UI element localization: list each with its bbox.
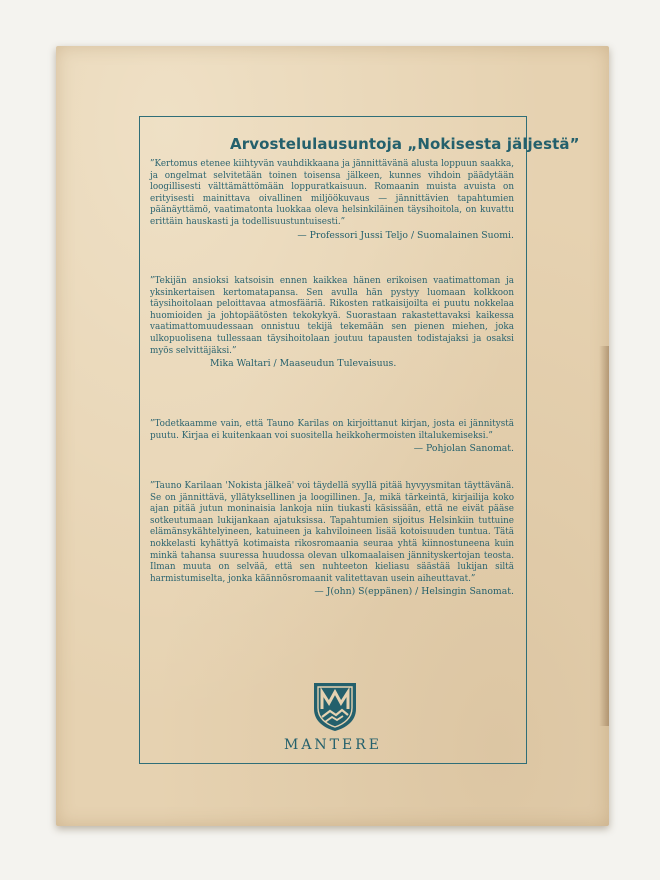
review-attribution: — J(ohn) S(eppänen) / Helsingin Sanomat. (314, 586, 514, 598)
reviews-heading: Arvostelulausuntoja „Nokisesta jäljestä” (230, 135, 580, 153)
book-back-cover (56, 46, 609, 826)
mantere-shield-logo-icon (310, 679, 360, 733)
review-2 (150, 276, 514, 370)
review-frame (139, 116, 580, 764)
review-attribution: — Professori Jussi Teljo / Suomalainen Suomi. (297, 229, 514, 241)
review-1 (150, 159, 514, 242)
review-attribution: — Pohjolan Sanomat. (413, 443, 514, 455)
review-text: ”Todetkaamme vain, että Tauno Karilas on kirjoittanut kirjan, josta ei jännitystä puutu. Kirjaa ei kuitenkaan voi suositella heikkohermoisten iltalukemiseksi.” (150, 419, 514, 441)
review-text: ”Kertomus etenee kiihtyvän vauhdikkaana ja jännittävänä alusta loppuun saakka, ja ongelmat selvitetään toinen toisensa jälkeen, kunnes vihdoin päädytään loogillisesti välttämättömään loppuratkaisuun. Romaanin muista avuista on erityisesti mainittava oivallinen miljöökuvaus — jännittävien tapahtumien päänäyttämö, vaatimatonta luokkaa oleva helsinkiläinen täysihoitola, on kuvattu erittäin hauskasti ja todellisuustuntuisesti.” (150, 159, 514, 227)
publisher-name: MANTERE (283, 737, 382, 753)
review-attribution: Mika Waltari / Maaseudun Tulevaisuus. (210, 358, 397, 370)
review-text: ”Tekijän ansioksi katsoisin ennen kaikkea hänen erikoisen vaatimattoman ja yksinkertaisen kertomatapansa. Sen avulla hän pystyy luomaan kolkkoon täysihoitolaan peloittavaa atmosfääriä. Rikosten ratkaisijoilta ei puutu nokkelaa huomioiden ja johtopäätösten tekokykyä. Suorastaan rakastettavaksi kaikessa vaatimattomuudessaan onnistuu tekijä tekemään sen pienen miehen, joka ulkopuolisena tullessaan täysihoitolaan joutuu tapausten todistajaksi ja osaksi myös selvittäjäksi.” (150, 276, 514, 356)
review-4 (150, 481, 514, 598)
review-3 (150, 419, 514, 455)
worn-edge (599, 346, 609, 726)
review-text: ”Tauno Karilaan 'Nokista jälkeä' voi täydellä syyllä pitää hyvyysmitan täyttävänä. Se on jännittävä, yllätyksellinen ja loogillinen. Ja, mikä tärkeintä, kirjailija koko ajan pitää jutun moninaisia lankoja niin tiukasti käsissään, että ne eivät pääse sotkeutumaan lukijankaan ajatuksissa. Tapahtumien sijoitus Helsinkiin tuttuine elämänsykähtelyineen, katuineen ja kahviloineen lisää kotoisuuden tuntua. Tätä nokkelasti kyhättyä kotimaista rikosromaania seuraa yhtä kiinnostuneena kuin minkä tahansa suuressa huudossa olevan ulkomaalaisen jännityskertojan teosta. Ilman muuta on selvää, että sen nuhteeton kieliasu säästää lukijan siltä harmistumiselta, jonka käännösromaanit valitettavan usein aiheuttavat.” (150, 481, 514, 584)
